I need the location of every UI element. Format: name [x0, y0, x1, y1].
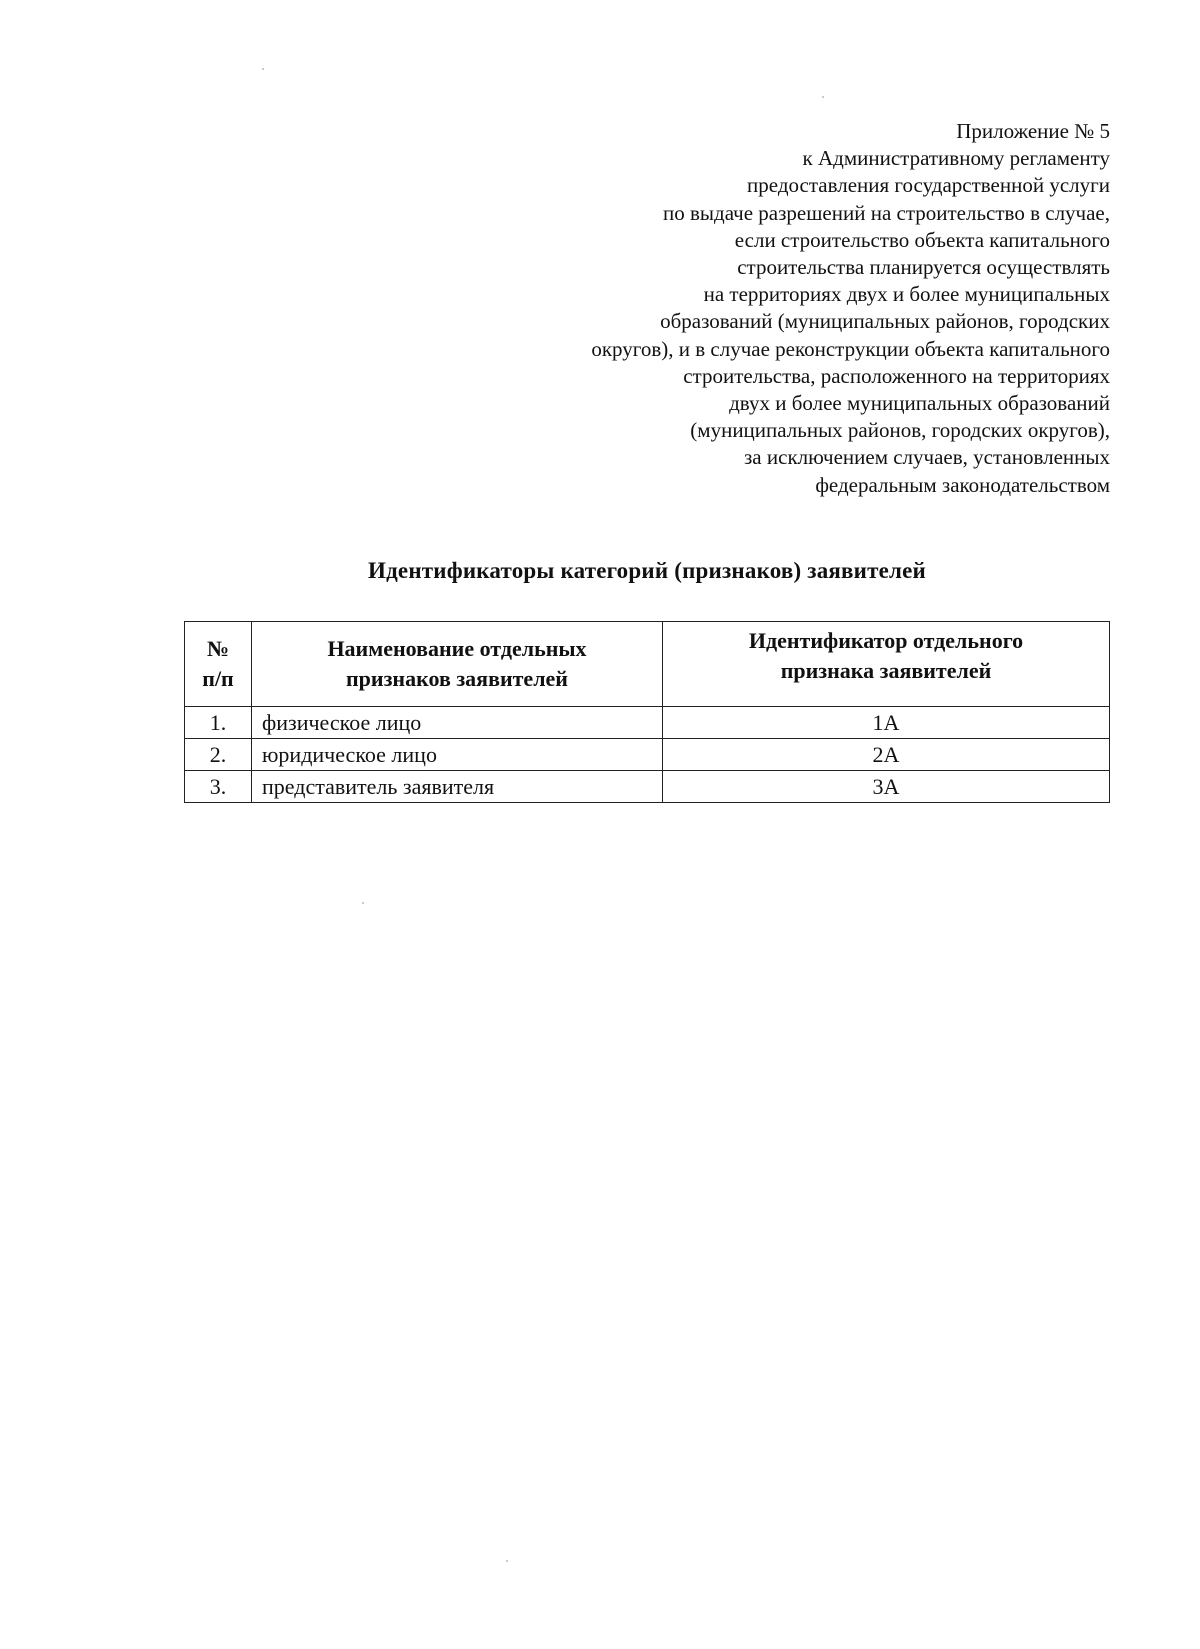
header-number-line2: п/п: [202, 666, 234, 691]
document-title: Идентификаторы категорий (признаков) заявителей: [367, 558, 927, 583]
table-row: [185, 707, 1110, 739]
header-name-line1: Наименование отдельных: [327, 636, 587, 661]
appendix-line: если строительство объекта капитального: [734, 227, 1110, 252]
appendix-line: к Административному регламенту: [802, 146, 1110, 171]
appendix-line: двух и более муниципальных образований: [729, 391, 1110, 416]
appendix-line: образований (муниципальных районов, городских: [660, 309, 1110, 334]
appendix-line: (муниципальных районов, городских округов),: [690, 418, 1110, 443]
appendix-line: федеральным законодательством: [815, 472, 1110, 497]
header-identifier: [663, 622, 1110, 707]
appendix-line: на территориях двух и более муниципальных: [703, 282, 1110, 307]
header-name-line2: признаков заявителей: [346, 666, 568, 691]
appendix-line: строительства планируется осуществлять: [737, 255, 1110, 280]
scan-speck: [506, 1560, 508, 1562]
scan-speck: [262, 68, 264, 70]
row-number: 2.: [185, 739, 252, 771]
header-number: [185, 622, 252, 707]
header-name: [252, 622, 663, 707]
row-number: 1.: [185, 707, 252, 739]
appendix-line: Приложение № 5: [956, 119, 1110, 143]
row-identifier: 1А: [663, 707, 1110, 739]
row-name: физическое лицо: [252, 707, 663, 739]
appendix-line: предоставления государственной услуги: [747, 173, 1110, 198]
row-identifier: 3А: [663, 771, 1110, 803]
applicant-identifiers-table: [184, 621, 1110, 803]
row-name: юридическое лицо: [252, 739, 663, 771]
scan-speck: [822, 96, 824, 98]
table-header-row: [185, 622, 1110, 707]
appendix-line: строительства, расположенного на территориях: [683, 363, 1110, 388]
table-row: [185, 739, 1110, 771]
appendix-line: округов), и в случае реконструкции объекта капитального: [591, 336, 1110, 361]
row-number: 3.: [185, 771, 252, 803]
appendix-header: [470, 118, 1110, 499]
appendix-line: по выдаче разрешений на строительство в случае,: [663, 200, 1110, 225]
header-identifier-line1: Идентификатор отдельного: [748, 628, 1024, 653]
scan-speck: [362, 902, 364, 904]
table-row: [185, 771, 1110, 803]
row-name: представитель заявителя: [252, 771, 663, 803]
appendix-line: за исключением случаев, установленных: [744, 445, 1110, 470]
row-identifier: 2А: [663, 739, 1110, 771]
header-number-line1: №: [206, 636, 230, 661]
header-identifier-line2: признака заявителей: [780, 658, 992, 683]
